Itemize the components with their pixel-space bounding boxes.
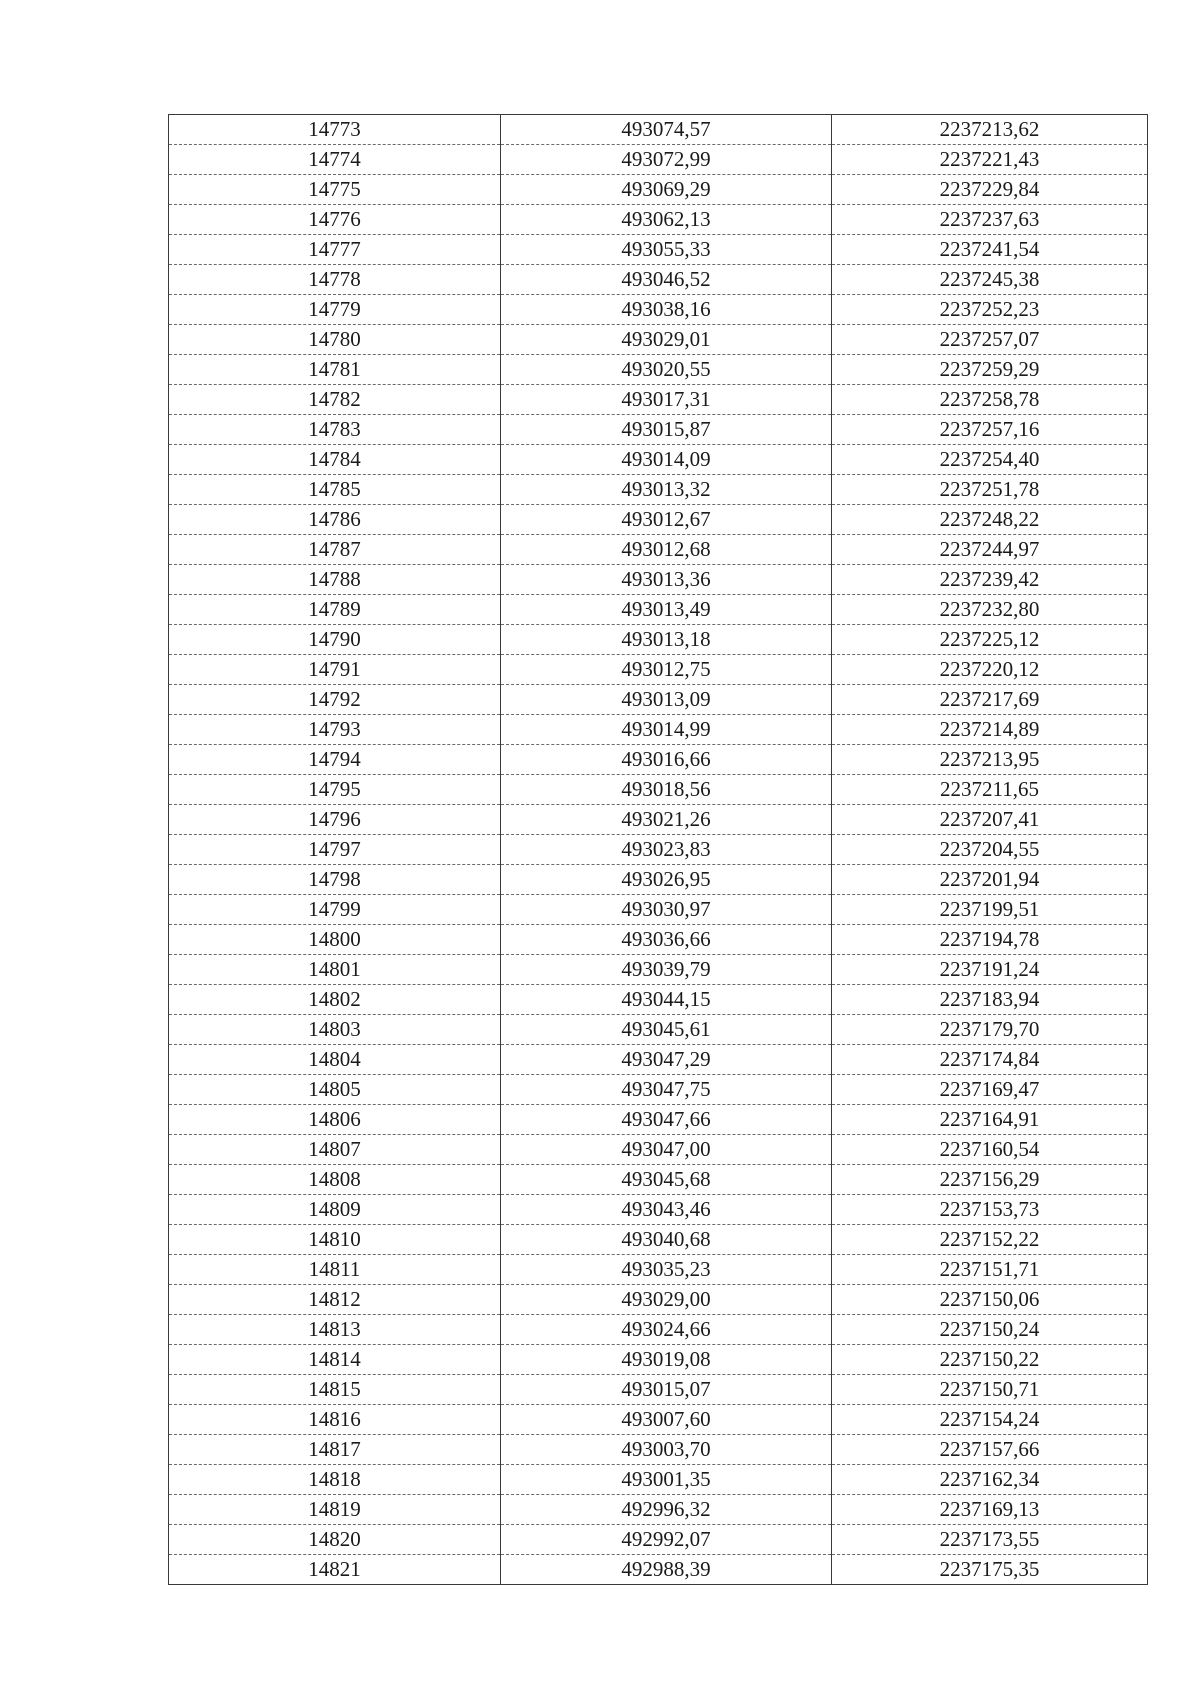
y-coordinate-cell: 2237157,66	[832, 1435, 1148, 1465]
table-row	[169, 175, 1148, 205]
table-row	[169, 655, 1148, 685]
table-row	[169, 955, 1148, 985]
table-row	[169, 115, 1148, 145]
point-number-cell: 14796	[169, 805, 501, 835]
point-number-cell: 14781	[169, 355, 501, 385]
x-coordinate-cell: 493024,66	[501, 1315, 832, 1345]
point-number-cell: 14806	[169, 1105, 501, 1135]
x-coordinate-cell: 493014,99	[501, 715, 832, 745]
point-number-cell: 14814	[169, 1345, 501, 1375]
x-coordinate-cell: 493069,29	[501, 175, 832, 205]
table-row	[169, 1405, 1148, 1435]
table-row	[169, 685, 1148, 715]
point-number-cell: 14820	[169, 1525, 501, 1555]
table-row	[169, 1495, 1148, 1525]
table-row	[169, 265, 1148, 295]
point-number-cell: 14776	[169, 205, 501, 235]
y-coordinate-cell: 2237150,71	[832, 1375, 1148, 1405]
x-coordinate-cell: 493026,95	[501, 865, 832, 895]
point-number-cell: 14778	[169, 265, 501, 295]
x-coordinate-cell: 493035,23	[501, 1255, 832, 1285]
table-row	[169, 205, 1148, 235]
point-number-cell: 14782	[169, 385, 501, 415]
point-number-cell: 14789	[169, 595, 501, 625]
point-number-cell: 14801	[169, 955, 501, 985]
point-number-cell: 14802	[169, 985, 501, 1015]
point-number-cell: 14786	[169, 505, 501, 535]
point-number-cell: 14784	[169, 445, 501, 475]
table-row	[169, 565, 1148, 595]
point-number-cell: 14774	[169, 145, 501, 175]
x-coordinate-cell: 493047,29	[501, 1045, 832, 1075]
x-coordinate-cell: 493007,60	[501, 1405, 832, 1435]
y-coordinate-cell: 2237248,22	[832, 505, 1148, 535]
point-number-cell: 14803	[169, 1015, 501, 1045]
table-row	[169, 535, 1148, 565]
x-coordinate-cell: 493047,75	[501, 1075, 832, 1105]
y-coordinate-cell: 2237213,62	[832, 115, 1148, 145]
point-number-cell: 14808	[169, 1165, 501, 1195]
x-coordinate-cell: 493029,00	[501, 1285, 832, 1315]
table-row	[169, 385, 1148, 415]
table-row	[169, 1315, 1148, 1345]
x-coordinate-cell: 493020,55	[501, 355, 832, 385]
point-number-cell: 14777	[169, 235, 501, 265]
point-number-cell: 14821	[169, 1555, 501, 1585]
table-row	[169, 1555, 1148, 1585]
x-coordinate-cell: 493018,56	[501, 775, 832, 805]
y-coordinate-cell: 2237258,78	[832, 385, 1148, 415]
y-coordinate-cell: 2237245,38	[832, 265, 1148, 295]
x-coordinate-cell: 493029,01	[501, 325, 832, 355]
point-number-cell: 14811	[169, 1255, 501, 1285]
point-number-cell: 14798	[169, 865, 501, 895]
y-coordinate-cell: 2237151,71	[832, 1255, 1148, 1285]
x-coordinate-cell: 493062,13	[501, 205, 832, 235]
table-row	[169, 1225, 1148, 1255]
x-coordinate-cell: 493012,68	[501, 535, 832, 565]
table-row	[169, 865, 1148, 895]
y-coordinate-cell: 2237160,54	[832, 1135, 1148, 1165]
y-coordinate-cell: 2237150,06	[832, 1285, 1148, 1315]
table-row	[169, 445, 1148, 475]
table-row	[169, 715, 1148, 745]
y-coordinate-cell: 2237174,84	[832, 1045, 1148, 1075]
point-number-cell: 14792	[169, 685, 501, 715]
table-row	[169, 595, 1148, 625]
x-coordinate-cell: 493038,16	[501, 295, 832, 325]
x-coordinate-cell: 493072,99	[501, 145, 832, 175]
point-number-cell: 14791	[169, 655, 501, 685]
x-coordinate-cell: 493013,36	[501, 565, 832, 595]
point-number-cell: 14773	[169, 115, 501, 145]
x-coordinate-cell: 493021,26	[501, 805, 832, 835]
point-number-cell: 14775	[169, 175, 501, 205]
y-coordinate-cell: 2237156,29	[832, 1165, 1148, 1195]
table-row	[169, 805, 1148, 835]
y-coordinate-cell: 2237204,55	[832, 835, 1148, 865]
table-row	[169, 1285, 1148, 1315]
point-number-cell: 14795	[169, 775, 501, 805]
y-coordinate-cell: 2237162,34	[832, 1465, 1148, 1495]
table-row	[169, 1255, 1148, 1285]
table-row	[169, 1435, 1148, 1465]
y-coordinate-cell: 2237173,55	[832, 1525, 1148, 1555]
point-number-cell: 14790	[169, 625, 501, 655]
table-row	[169, 985, 1148, 1015]
y-coordinate-cell: 2237211,65	[832, 775, 1148, 805]
point-number-cell: 14817	[169, 1435, 501, 1465]
point-number-cell: 14809	[169, 1195, 501, 1225]
y-coordinate-cell: 2237207,41	[832, 805, 1148, 835]
x-coordinate-cell: 493043,46	[501, 1195, 832, 1225]
point-number-cell: 14793	[169, 715, 501, 745]
x-coordinate-cell: 493047,66	[501, 1105, 832, 1135]
x-coordinate-cell: 492988,39	[501, 1555, 832, 1585]
point-number-cell: 14794	[169, 745, 501, 775]
y-coordinate-cell: 2237244,97	[832, 535, 1148, 565]
point-number-cell: 14813	[169, 1315, 501, 1345]
x-coordinate-cell: 492996,32	[501, 1495, 832, 1525]
point-number-cell: 14807	[169, 1135, 501, 1165]
table-row	[169, 1375, 1148, 1405]
x-coordinate-cell: 493015,87	[501, 415, 832, 445]
table-row	[169, 235, 1148, 265]
point-number-cell: 14800	[169, 925, 501, 955]
table-row	[169, 505, 1148, 535]
point-number-cell: 14780	[169, 325, 501, 355]
table-row	[169, 295, 1148, 325]
y-coordinate-cell: 2237220,12	[832, 655, 1148, 685]
point-number-cell: 14818	[169, 1465, 501, 1495]
table-row	[169, 745, 1148, 775]
y-coordinate-cell: 2237154,24	[832, 1405, 1148, 1435]
x-coordinate-cell: 493013,32	[501, 475, 832, 505]
x-coordinate-cell: 493013,18	[501, 625, 832, 655]
point-number-cell: 14787	[169, 535, 501, 565]
table-row	[169, 415, 1148, 445]
point-number-cell: 14812	[169, 1285, 501, 1315]
table-row	[169, 625, 1148, 655]
y-coordinate-cell: 2237232,80	[832, 595, 1148, 625]
table-row	[169, 1345, 1148, 1375]
table-row	[169, 835, 1148, 865]
x-coordinate-cell: 493036,66	[501, 925, 832, 955]
point-number-cell: 14797	[169, 835, 501, 865]
point-number-cell: 14788	[169, 565, 501, 595]
point-number-cell: 14783	[169, 415, 501, 445]
y-coordinate-cell: 2237179,70	[832, 1015, 1148, 1045]
x-coordinate-cell: 493016,66	[501, 745, 832, 775]
table-row	[169, 1015, 1148, 1045]
point-number-cell: 14816	[169, 1405, 501, 1435]
table-row	[169, 1165, 1148, 1195]
table-row	[169, 925, 1148, 955]
y-coordinate-cell: 2237229,84	[832, 175, 1148, 205]
x-coordinate-cell: 492992,07	[501, 1525, 832, 1555]
table-row	[169, 475, 1148, 505]
point-number-cell: 14785	[169, 475, 501, 505]
table-row	[169, 1105, 1148, 1135]
x-coordinate-cell: 493019,08	[501, 1345, 832, 1375]
x-coordinate-cell: 493012,67	[501, 505, 832, 535]
point-number-cell: 14819	[169, 1495, 501, 1525]
point-number-cell: 14799	[169, 895, 501, 925]
x-coordinate-cell: 493017,31	[501, 385, 832, 415]
y-coordinate-cell: 2237175,35	[832, 1555, 1148, 1585]
y-coordinate-cell: 2237252,23	[832, 295, 1148, 325]
y-coordinate-cell: 2237257,16	[832, 415, 1148, 445]
y-coordinate-cell: 2237169,47	[832, 1075, 1148, 1105]
y-coordinate-cell: 2237153,73	[832, 1195, 1148, 1225]
x-coordinate-cell: 493040,68	[501, 1225, 832, 1255]
point-number-cell: 14804	[169, 1045, 501, 1075]
point-number-cell: 14779	[169, 295, 501, 325]
x-coordinate-cell: 493044,15	[501, 985, 832, 1015]
table-row	[169, 355, 1148, 385]
y-coordinate-cell: 2237213,95	[832, 745, 1148, 775]
table-row	[169, 1465, 1148, 1495]
x-coordinate-cell: 493012,75	[501, 655, 832, 685]
y-coordinate-cell: 2237225,12	[832, 625, 1148, 655]
y-coordinate-cell: 2237241,54	[832, 235, 1148, 265]
table-row	[169, 1075, 1148, 1105]
y-coordinate-cell: 2237254,40	[832, 445, 1148, 475]
x-coordinate-cell: 493003,70	[501, 1435, 832, 1465]
y-coordinate-cell: 2237221,43	[832, 145, 1148, 175]
x-coordinate-cell: 493030,97	[501, 895, 832, 925]
x-coordinate-cell: 493047,00	[501, 1135, 832, 1165]
x-coordinate-cell: 493015,07	[501, 1375, 832, 1405]
table-row	[169, 325, 1148, 355]
y-coordinate-cell: 2237191,24	[832, 955, 1148, 985]
table-row	[169, 895, 1148, 925]
y-coordinate-cell: 2237152,22	[832, 1225, 1148, 1255]
x-coordinate-cell: 493013,09	[501, 685, 832, 715]
x-coordinate-cell: 493014,09	[501, 445, 832, 475]
y-coordinate-cell: 2237201,94	[832, 865, 1148, 895]
x-coordinate-cell: 493055,33	[501, 235, 832, 265]
x-coordinate-cell: 493013,49	[501, 595, 832, 625]
y-coordinate-cell: 2237164,91	[832, 1105, 1148, 1135]
y-coordinate-cell: 2237150,24	[832, 1315, 1148, 1345]
table-row	[169, 775, 1148, 805]
x-coordinate-cell: 493001,35	[501, 1465, 832, 1495]
y-coordinate-cell: 2237183,94	[832, 985, 1148, 1015]
y-coordinate-cell: 2237199,51	[832, 895, 1148, 925]
x-coordinate-cell: 493039,79	[501, 955, 832, 985]
y-coordinate-cell: 2237217,69	[832, 685, 1148, 715]
coordinates-table-body	[169, 115, 1148, 1585]
y-coordinate-cell: 2237257,07	[832, 325, 1148, 355]
table-row	[169, 1195, 1148, 1225]
y-coordinate-cell: 2237259,29	[832, 355, 1148, 385]
y-coordinate-cell: 2237169,13	[832, 1495, 1148, 1525]
y-coordinate-cell: 2237194,78	[832, 925, 1148, 955]
coordinates-table	[168, 114, 1148, 1585]
y-coordinate-cell: 2237214,89	[832, 715, 1148, 745]
x-coordinate-cell: 493023,83	[501, 835, 832, 865]
table-row	[169, 1135, 1148, 1165]
x-coordinate-cell: 493045,61	[501, 1015, 832, 1045]
point-number-cell: 14815	[169, 1375, 501, 1405]
x-coordinate-cell: 493046,52	[501, 265, 832, 295]
table-row	[169, 145, 1148, 175]
table-row	[169, 1045, 1148, 1075]
y-coordinate-cell: 2237150,22	[832, 1345, 1148, 1375]
x-coordinate-cell: 493074,57	[501, 115, 832, 145]
point-number-cell: 14805	[169, 1075, 501, 1105]
point-number-cell: 14810	[169, 1225, 501, 1255]
table-row	[169, 1525, 1148, 1555]
y-coordinate-cell: 2237237,63	[832, 205, 1148, 235]
y-coordinate-cell: 2237251,78	[832, 475, 1148, 505]
x-coordinate-cell: 493045,68	[501, 1165, 832, 1195]
y-coordinate-cell: 2237239,42	[832, 565, 1148, 595]
